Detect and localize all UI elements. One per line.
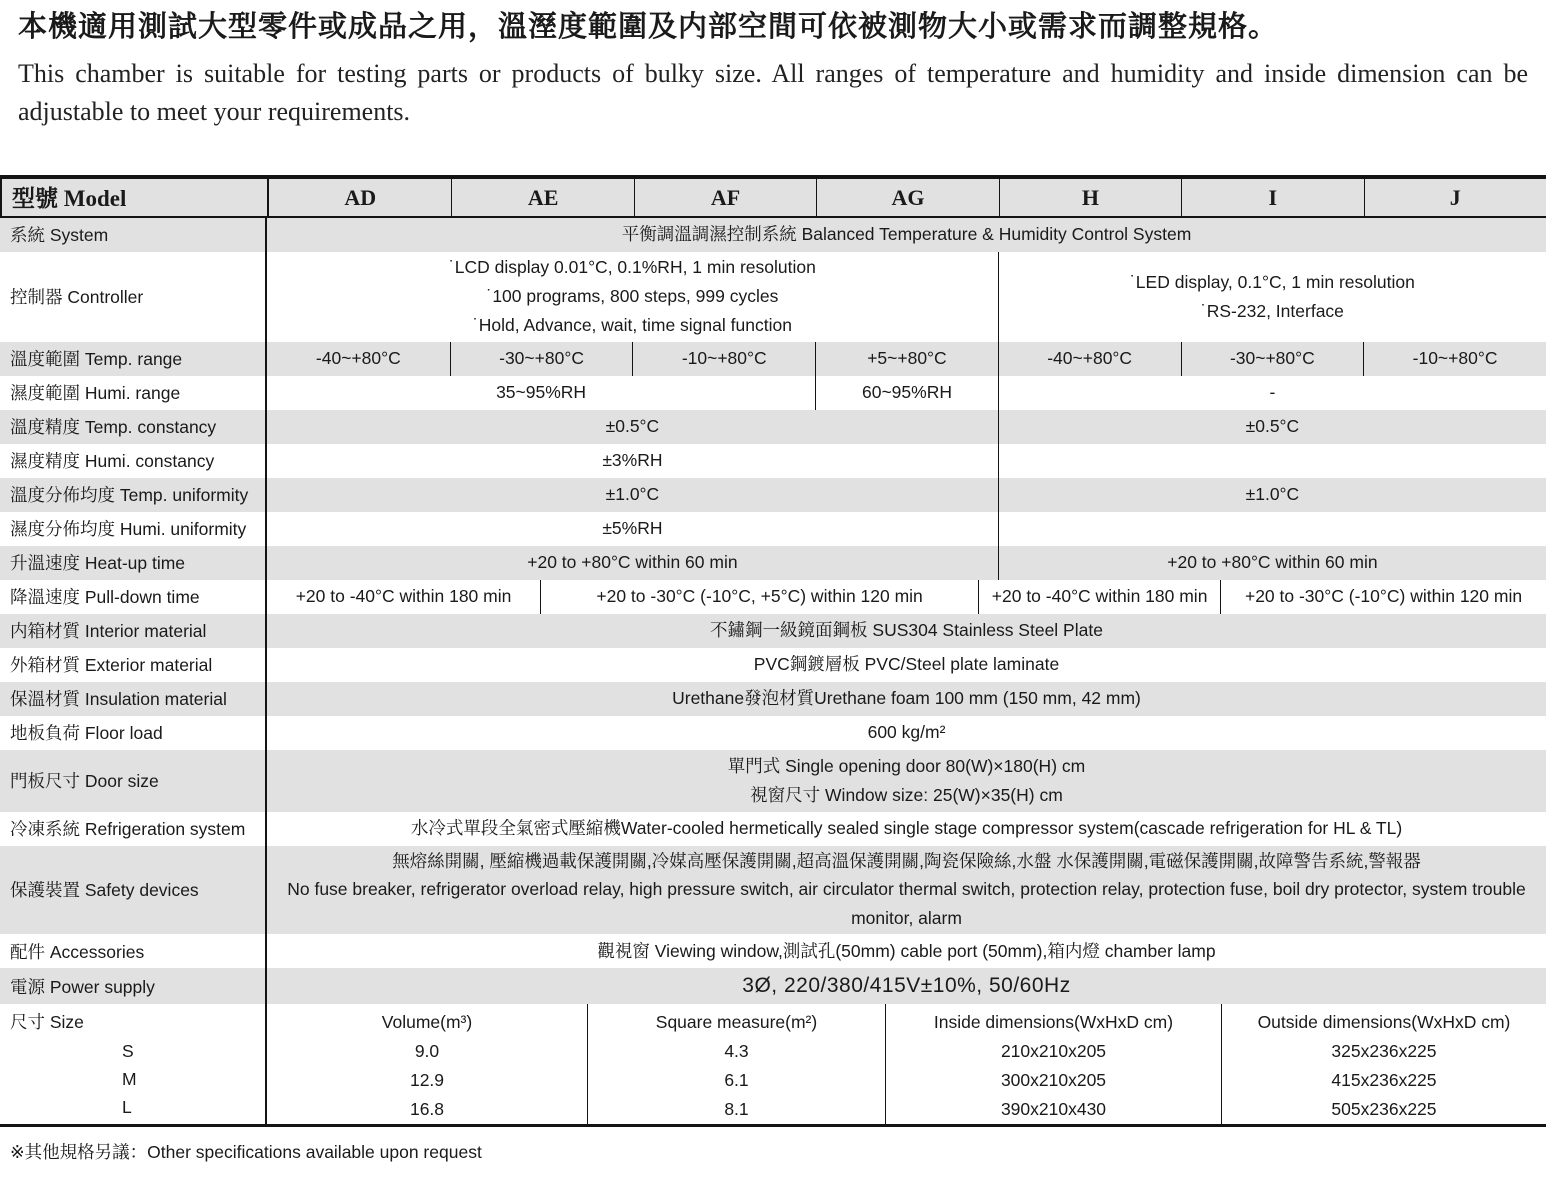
row-label: 内箱材質 Interior material [0,614,267,648]
table-row-size [0,1004,1546,1124]
table-row-refrigeration [0,812,1546,846]
humi-constancy-right [998,444,1546,478]
humi-range-ag: 60~95%RH [815,376,998,410]
pulldown-i-j: +20 to -30°C (-10°C) within 120 min [1220,580,1546,614]
controller-line: ˙100 programs, 800 steps, 999 cycles [486,286,779,307]
table-row-insulation [0,682,1546,716]
row-label: 電源 Power supply [0,968,267,1004]
temp-range-j: -10~+80°C [1363,342,1546,376]
table-row-exterior [0,648,1546,682]
table-row-humi-uniformity [0,512,1546,546]
intro-chinese: 本機適用測試大型零件或成品之用，溫溼度範圍及内部空間可依被測物大小或需求而調整規格。 [18,11,1279,43]
model-col-h: H [999,179,1181,216]
door-size-cell [267,750,1546,812]
humi-constancy-left: ±3%RH [602,450,663,471]
floor-load-value: 600 kg/m² [867,722,946,743]
size-value: 12.9 [409,1070,445,1091]
row-label: 保護裝置 Safety devices [0,846,267,935]
humi-range-ad-af: 35~95%RH [496,382,587,403]
controller-lcd-cell [267,252,998,342]
table-row-floor-load [0,716,1546,750]
row-label: 保溫材質 Insulation material [0,682,267,716]
size-col-header: Outside dimensions(WxHxD cm) [1257,1012,1511,1033]
system-value: 平衡調溫調濕控制系統 Balanced Temperature & Humidity Control System [621,224,1192,245]
size-col-inside-dimensions [885,1004,1221,1124]
controller-line: ˙LCD display 0.01°C, 0.1%RH, 1 min resolution [448,257,816,278]
size-col-outside-dimensions [1221,1004,1546,1124]
table-row-humi-constancy [0,444,1546,478]
table-row-temp-range [0,342,1546,376]
table-row-power [0,968,1546,1004]
humi-uniformity-left: ±5%RH [602,518,663,539]
temp-range-i: -30~+80°C [1181,342,1364,376]
table-row-temp-uniformity [0,478,1546,512]
row-label: 外箱材質 Exterior material [0,648,267,682]
insulation-value: Urethane發泡材質Urethane foam 100 mm (150 mm, 42 mm) [672,688,1141,709]
interior-value: 不鏽鋼一級鏡面鋼板 SUS304 Stainless Steel Plate [710,620,1103,641]
intro-english: This chamber is suitable for testing parts or products of bulky size. All ranges of temperature and humidity and inside dimension can be adjustable to meet your requirements. [18,59,1528,126]
model-col-j: J [1364,179,1546,216]
size-label-cell [0,1004,267,1124]
table-row-interior [0,614,1546,648]
table-row-header [0,179,1546,218]
controller-line: ˙LED display, 0.1°C, 1 min resolution [1129,271,1415,292]
size-value: 300x210x205 [1000,1070,1107,1091]
header-models [269,179,1546,216]
size-value: 325x236x225 [1331,1041,1437,1062]
model-col-ag: AG [816,179,998,216]
row-label: 溫度精度 Temp. constancy [0,410,267,444]
table-row-safety [0,846,1546,935]
size-value: 505x236x225 [1331,1099,1437,1120]
size-value: 9.0 [414,1041,440,1062]
door-size-line1: 單門式 Single opening door 80(W)×180(H) cm [727,755,1086,776]
temp-constancy-left: ±0.5°C [605,416,660,437]
intro-block [0,0,1546,131]
size-value: 8.1 [724,1099,749,1120]
table-row-door-size [0,750,1546,812]
row-label: 濕度範圍 Humi. range [0,376,267,410]
temp-uniformity-right: ±1.0°C [998,478,1546,512]
humi-range-h-j: - [998,376,1546,410]
refrigeration-value: 水冷式單段全氣密式壓縮機Water-cooled hermetically sealed single stage compressor system(cascade refrigeration for HL & TL) [410,818,1403,839]
spec-table [0,175,1546,1128]
heatup-right: +20 to +80°C within 60 min [998,546,1546,580]
size-value: 16.8 [409,1099,445,1120]
safety-english: No fuse breaker, refrigerator overload relay, high pressure switch, air circulator thermal switch, protection relay, protection fuse, boil dry protector, system trouble monitor, alarm [287,879,1526,929]
size-row-l: L [122,1097,132,1118]
exterior-value: PVC鋼鍍層板 PVC/Steel plate laminate [753,654,1060,675]
size-value: 4.3 [724,1041,749,1062]
model-col-ae: AE [451,179,633,216]
size-value: 210x210x205 [1000,1041,1107,1062]
model-col-ad: AD [344,184,377,210]
size-value: 415x236x225 [1331,1070,1437,1091]
controller-led-cell [998,252,1546,342]
safety-cell [267,846,1546,935]
safety-chinese: 無熔絲開關, 壓縮機過載保護開關,冷媒高壓保護開關,超高溫保護開關,陶瓷保險絲,水盤 水保護開關,電磁保護開關,故障警告系統,警報器 [392,850,1421,871]
table-row-controller [0,252,1546,342]
row-label: 濕度精度 Humi. constancy [0,444,267,478]
table-row-temp-constancy [0,410,1546,444]
door-size-line2: 視窗尺寸 Window size: 25(W)×35(H) cm [750,784,1063,805]
temp-uniformity-left: ±1.0°C [605,484,660,505]
size-row-s: S [122,1041,134,1062]
size-row-m: M [122,1069,137,1090]
row-label: 濕度分佈均度 Humi. uniformity [0,512,267,546]
pulldown-h: +20 to -40°C within 180 min [978,580,1220,614]
temp-range-ae: -30~+80°C [450,342,633,376]
accessories-value: 觀視窗 Viewing window,測試孔(50mm) cable port (50mm),箱内燈 chamber lamp [597,941,1216,962]
controller-line: ˙RS-232, Interface [1200,300,1344,321]
temp-range-ad: -40~+80°C [315,348,401,369]
row-label: 溫度範圍 Temp. range [0,342,267,376]
table-row-system [0,218,1546,252]
table-row-heatup [0,546,1546,580]
table-row-humi-range [0,376,1546,410]
row-label: 配件 Accessories [0,934,267,968]
row-label: 升溫速度 Heat-up time [0,546,267,580]
temp-constancy-right: ±0.5°C [998,410,1546,444]
row-label: 尺寸 Size [10,1012,84,1033]
model-col-i: I [1181,179,1363,216]
footnote: ※其他規格另議：Other specifications available upon request [10,1142,482,1163]
table-row-pulldown [0,580,1546,614]
temp-range-af: -10~+80°C [632,342,815,376]
size-value: 6.1 [724,1070,749,1091]
temp-range-ag: +5~+80°C [815,342,998,376]
row-label: 溫度分佈均度 Temp. uniformity [0,478,267,512]
heatup-left: +20 to +80°C within 60 min [527,552,738,573]
pulldown-ad: +20 to -40°C within 180 min [295,586,512,607]
power-value: 3Ø, 220/380/415V±10%, 50/60Hz [742,974,1071,998]
row-label: 門板尺寸 Door size [0,750,267,812]
size-col-volume [267,1004,587,1124]
row-label: 控制器 Controller [0,252,267,342]
header-model-label: 型號 Model [2,179,269,216]
row-label: 降溫速度 Pull-down time [0,580,267,614]
row-label: 系統 System [0,218,267,252]
controller-line: ˙Hold, Advance, wait, time signal function [472,314,792,335]
row-label: 冷凍系統 Refrigeration system [0,812,267,846]
size-col-header: Inside dimensions(WxHxD cm) [933,1012,1174,1033]
table-row-accessories [0,934,1546,968]
temp-range-h: -40~+80°C [998,342,1181,376]
model-col-af: AF [634,179,816,216]
pulldown-ae-ag: +20 to -30°C (-10°C, +5°C) within 120 min [540,580,978,614]
size-col-header: Square measure(m²) [655,1012,818,1033]
size-col-square-measure [587,1004,885,1124]
size-value: 390x210x430 [1000,1099,1107,1120]
size-col-header: Volume(m³) [381,1012,473,1033]
humi-uniformity-right [998,512,1546,546]
row-label: 地板負荷 Floor load [0,716,267,750]
